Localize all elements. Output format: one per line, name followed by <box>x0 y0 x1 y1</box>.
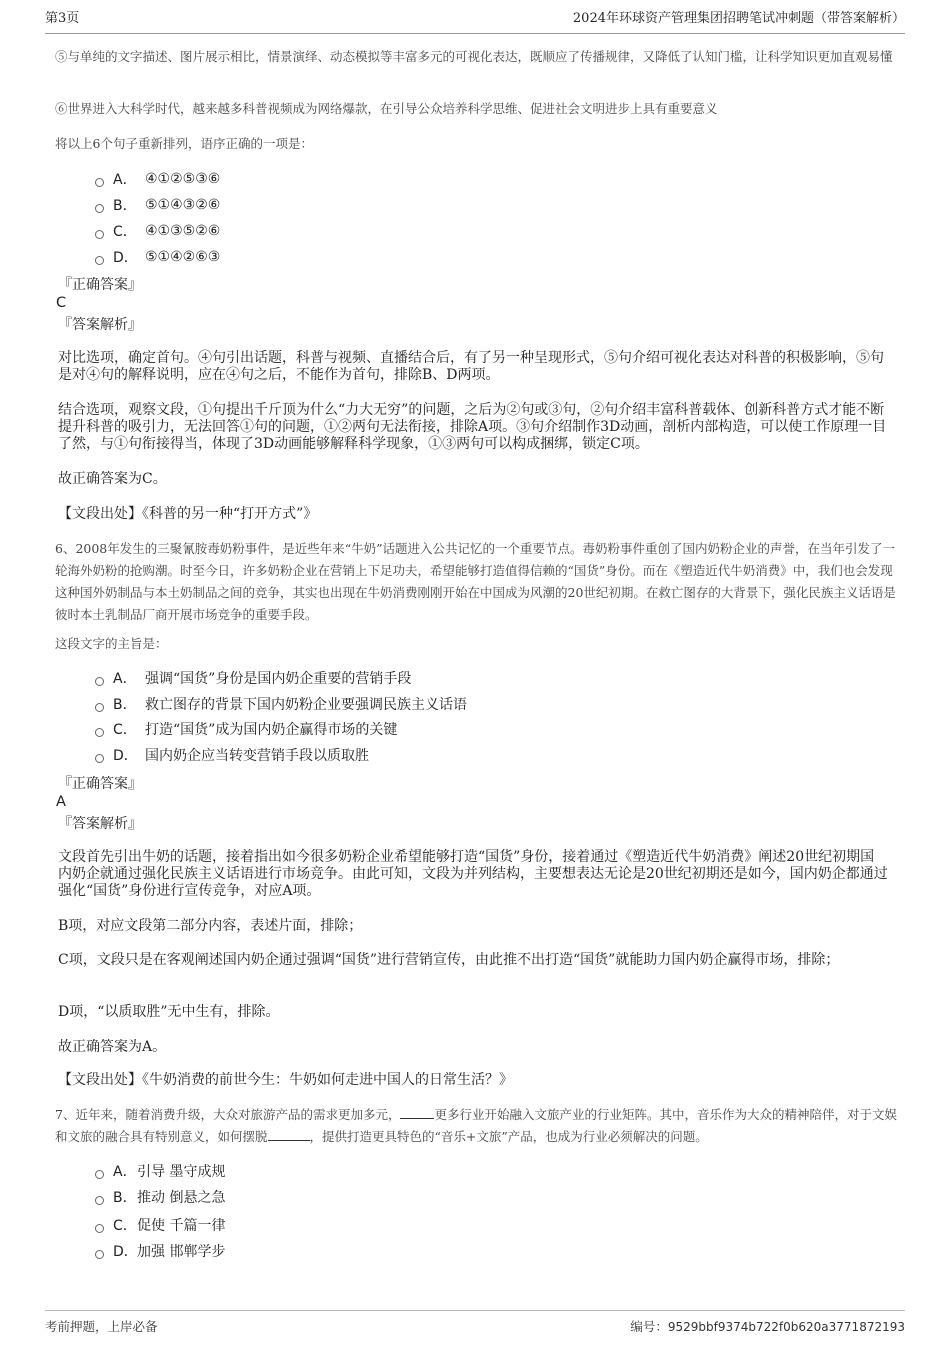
option-text: 引导 墨守成规 <box>137 1164 226 1180</box>
radio-icon[interactable] <box>95 204 104 213</box>
option-text: ④①③⑤②⑥ <box>145 223 221 239</box>
option-letter: B． <box>113 697 137 713</box>
q6-analysis-4: D项，“以质取胜”无中生有，排除。 <box>58 1004 280 1020</box>
q6-option-b[interactable] <box>95 693 467 715</box>
option-letter: C． <box>113 224 137 240</box>
q6-stem: 6、2008年发生的三聚氰胺毒奶粉事件，是近些年来“牛奶”话题进入公共记忆的一个重要节点。毒奶粉事件重创了国内奶粉企业的声誉，在当年引发了一轮海外奶粉的抢购潮。时至今日，许多奶粉企业在营销上下足功夫，希望能够打造值得信赖的“国货”身份。而在《塑造近代牛奶消费》中，我们也会发现这种国外奶制品与本土奶制品之间的竞争，其实也出现在牛奶消费刚刚开始在中国成为风潮的20世纪初期。在救亡图存的大背景下，强化民族主义话语是彼时本土乳制品厂商开展市场竞争的重要手段。 <box>55 541 896 622</box>
q6-answer-label: 『正确答案』 <box>58 776 142 792</box>
q5-answer: C <box>56 295 67 311</box>
q7-option-a[interactable] <box>95 1160 225 1182</box>
option-letter: A． <box>113 671 137 687</box>
q5-analysis-label: 『答案解析』 <box>58 317 142 333</box>
q6-analysis-2: B项，对应文段第二部分内容，表述片面，排除； <box>58 918 363 934</box>
radio-icon[interactable] <box>95 677 104 686</box>
q6-analysis-5: 故正确答案为A。 <box>58 1039 167 1055</box>
page-number: 第3页 <box>45 11 80 26</box>
q7-stem-part-2: 更多行业开始融入文旅产业的行业矩阵。其中，音乐作为大众的精神陪伴，对于文娱和文旅的融合具有特别意义，如何摆脱 <box>55 1107 897 1144</box>
option-letter: A． <box>113 172 137 188</box>
radio-icon[interactable] <box>95 703 104 712</box>
q6-analysis-label: 『答案解析』 <box>58 816 142 832</box>
q6-source: 【文段出处】《牛奶消费的前世今生：牛奶如何走进中国人的日常生活？》 <box>58 1072 513 1088</box>
option-letter: B． <box>113 1190 137 1206</box>
q5-analysis-3: 故正确答案为C。 <box>58 471 167 487</box>
q7-blank-2 <box>268 1140 310 1141</box>
q5-source: 【文段出处】《科普的另一种“打开方式”》 <box>58 506 318 522</box>
radio-icon[interactable] <box>95 230 104 239</box>
option-letter: C． <box>113 1218 137 1234</box>
option-letter: D． <box>113 250 138 266</box>
footer-code-wrap <box>630 1317 905 1335</box>
q7-option-c[interactable] <box>95 1214 225 1236</box>
q6-analysis-3: C项，文段只是在客观阐述国内奶企通过强调“国货”进行营销宣传，由此推不出打造“国货”就能助力国内奶企赢得市场，排除； <box>58 952 840 968</box>
radio-icon[interactable] <box>95 728 104 737</box>
q6-option-d[interactable] <box>95 744 369 766</box>
option-text: ⑤①④②⑥③ <box>145 249 221 265</box>
option-letter: D． <box>113 748 138 764</box>
option-letter: C． <box>113 722 137 738</box>
q5-prompt: 将以上6个句子重新排列，语序正确的一项是： <box>55 136 313 151</box>
footer-slogan: 考前押题，上岸必备 <box>45 1319 158 1334</box>
option-text: 国内奶企应当转变营销手段以质取胜 <box>145 748 369 764</box>
page-footer <box>45 1310 905 1335</box>
option-text: 打造“国货”成为国内奶企赢得市场的关键 <box>145 722 398 738</box>
option-text: ④①②⑤③⑥ <box>145 171 221 187</box>
option-letter: A． <box>113 1164 137 1180</box>
q6-prompt: 这段文字的主旨是： <box>55 636 168 651</box>
q5-option-c[interactable] <box>95 220 220 242</box>
option-text: ⑤①④③②⑥ <box>145 197 221 213</box>
option-letter: D． <box>113 1244 138 1260</box>
page-header <box>45 0 905 34</box>
option-letter: B． <box>113 198 137 214</box>
option-text: 推动 倒悬之急 <box>137 1190 226 1206</box>
footer-code: 9529bbf9374b722f0b620a3771872193 <box>667 1320 905 1334</box>
q5-option-b[interactable] <box>95 194 220 216</box>
q6-option-a[interactable] <box>95 667 411 689</box>
q7-option-b[interactable] <box>95 1186 225 1208</box>
q5-option-a[interactable] <box>95 168 220 190</box>
option-text: 促使 千篇一律 <box>137 1218 226 1234</box>
q6-option-c[interactable] <box>95 718 397 740</box>
radio-icon[interactable] <box>95 1250 104 1259</box>
q7-stem <box>55 1104 900 1148</box>
q5-sentence-5: ⑤与单纯的文字描述、图片展示相比，情景演绎、动态模拟等丰富多元的可视化表达，既顺应了传播规律，又降低了认知门槛，让科学知识更加直观易懂 <box>55 49 893 64</box>
footer-code-label: 编号： <box>630 1319 668 1334</box>
radio-icon[interactable] <box>95 1170 104 1179</box>
q5-answer-label: 『正确答案』 <box>58 277 142 293</box>
q7-stem-part-1: 7、近年来，随着消费升级，大众对旅游产品的需求更加多元， <box>55 1107 401 1122</box>
q7-option-d[interactable] <box>95 1240 225 1262</box>
radio-icon[interactable] <box>95 1196 104 1205</box>
q6-answer: A <box>56 794 66 810</box>
radio-icon[interactable] <box>95 256 104 265</box>
radio-icon[interactable] <box>95 1224 104 1233</box>
option-text: 强调“国货”身份是国内奶企重要的营销手段 <box>145 671 412 687</box>
q5-option-d[interactable] <box>95 246 220 268</box>
q5-analysis-1: 对比选项，确定首句。④句引出话题，科普与视频、直播结合后，有了另一种呈现形式，⑤句介绍可视化表达对科普的积极影响，⑤句是对④句的解释说明，应在④句之后，不能作为首句，排除B、D两项。 <box>58 350 884 383</box>
document-title: 2024年环球资产管理集团招聘笔试冲刺题（带答案解析） <box>572 11 905 26</box>
radio-icon[interactable] <box>95 754 104 763</box>
q6-analysis-1: 文段首先引出牛奶的话题，接着指出如今很多奶粉企业希望能够打造“国货”身份，接着通过《塑造近代牛奶消费》阐述20世纪初期国内奶企就通过强化民族主义话语进行市场竞争。由此可知，文段为并列结构，主要想表达无论是20世纪初期还是如今，国内奶企都通过强化“国货”身份进行宣传竞争，对应A项。 <box>58 849 888 899</box>
q5-analysis-2: 结合选项，观察文段，①句提出千斤顶为什么“力大无穷”的问题，之后为②句或③句，②句介绍丰富科普载体、创新科普方式才能不断提升科普的吸引力，无法回答①句的问题，①②两句无法衔接，排除A项。③句介绍制作3D动画，剖析内部构造，可以使工作原理一目了然，与①句衔接得当，体现了3D动画能够解释科学现象，①③两句可以构成捆绑，锁定C项。 <box>58 402 887 452</box>
q7-stem-part-3: ，提供打造更具特色的“音乐+文旅”产品，也成为行业必须解决的问题。 <box>309 1129 708 1144</box>
option-text: 救亡图存的背景下国内奶粉企业要强调民族主义话语 <box>145 697 467 713</box>
radio-icon[interactable] <box>95 178 104 187</box>
option-text: 加强 邯郸学步 <box>137 1244 226 1260</box>
q5-sentence-6: ⑥世界进入大科学时代，越来越多科普视频成为网络爆款，在引导公众培养科学思维、促进社会文明进步上具有重要意义 <box>55 101 718 116</box>
q7-blank-1 <box>400 1118 434 1119</box>
